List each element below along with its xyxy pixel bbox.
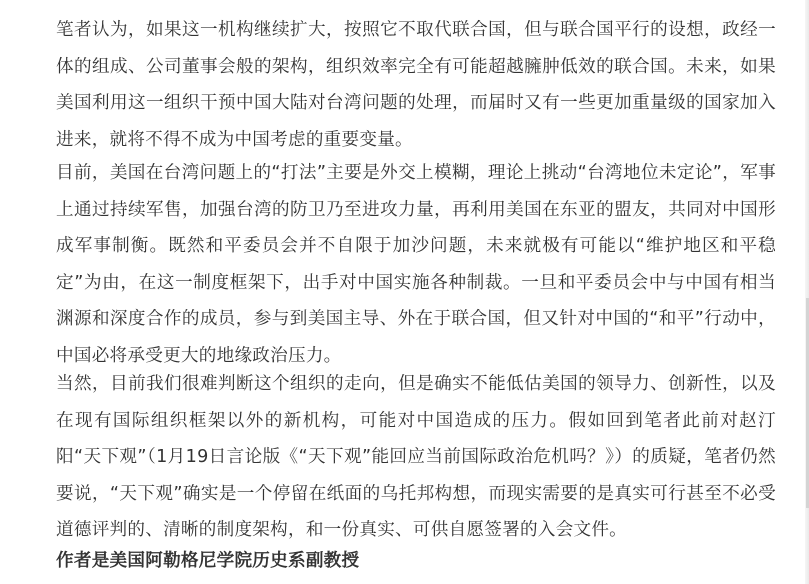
author-byline: 作者是美国阿勒格尼学院历史系副教授 — [56, 551, 360, 571]
article-paragraph-2: 目前，美国在台湾问题上的“打法”主要是外交上模糊，理论上挑动“台湾地位未定论”，军事上通过持续军售，加强台湾的防卫乃至进攻力量，再利用美国在东亚的盟友，共同对中国形成军事制衡。既然和平委员会并不自限于加沙问题，未来就极有可能以“维护地区和平稳定”为由，在这一制度框架下，出手对中国实施各种制裁。一旦和平委员会中与中国有相当渊源和深度合作的成员，参与到美国主导、外在于联合国，但又针对中国的“和平”行动中，中国必将承受更大的地缘政治压力。 — [56, 163, 776, 366]
article-paragraph-1: 笔者认为，如果这一机构继续扩大，按照它不取代联合国，但与联合国平行的设想，政经一体的组成、公司董事会般的架构，组织效率完全有可能超越臃肿低效的联合国。未来，如果美国利用这一组织干预中国大陆对台湾问题的处理，而届时又有一些更加重量级的国家加入进来，就将不得不成为中国考虑的重要变量。 — [56, 20, 776, 150]
article-paragraph-3: 当然，目前我们很难判断这个组织的走向，但是确实不能低估美国的领导力、创新性，以及在现有国际组织框架以外的新机构，可能对中国造成的压力。假如回到笔者此前对赵汀阳“天下观”（1月19日言论版《“天下观”能回应当前国际政治危机吗？》）的质疑，笔者仍然要说，“天下观”确实是一个停留在纸面的乌托邦构想，而现实需要的是真实可行甚至不必受道德评判的、清晰的制度架构，和一份真实、可供自愿签署的入会文件。 — [56, 374, 776, 540]
scrollbar-track[interactable] — [805, 0, 809, 584]
